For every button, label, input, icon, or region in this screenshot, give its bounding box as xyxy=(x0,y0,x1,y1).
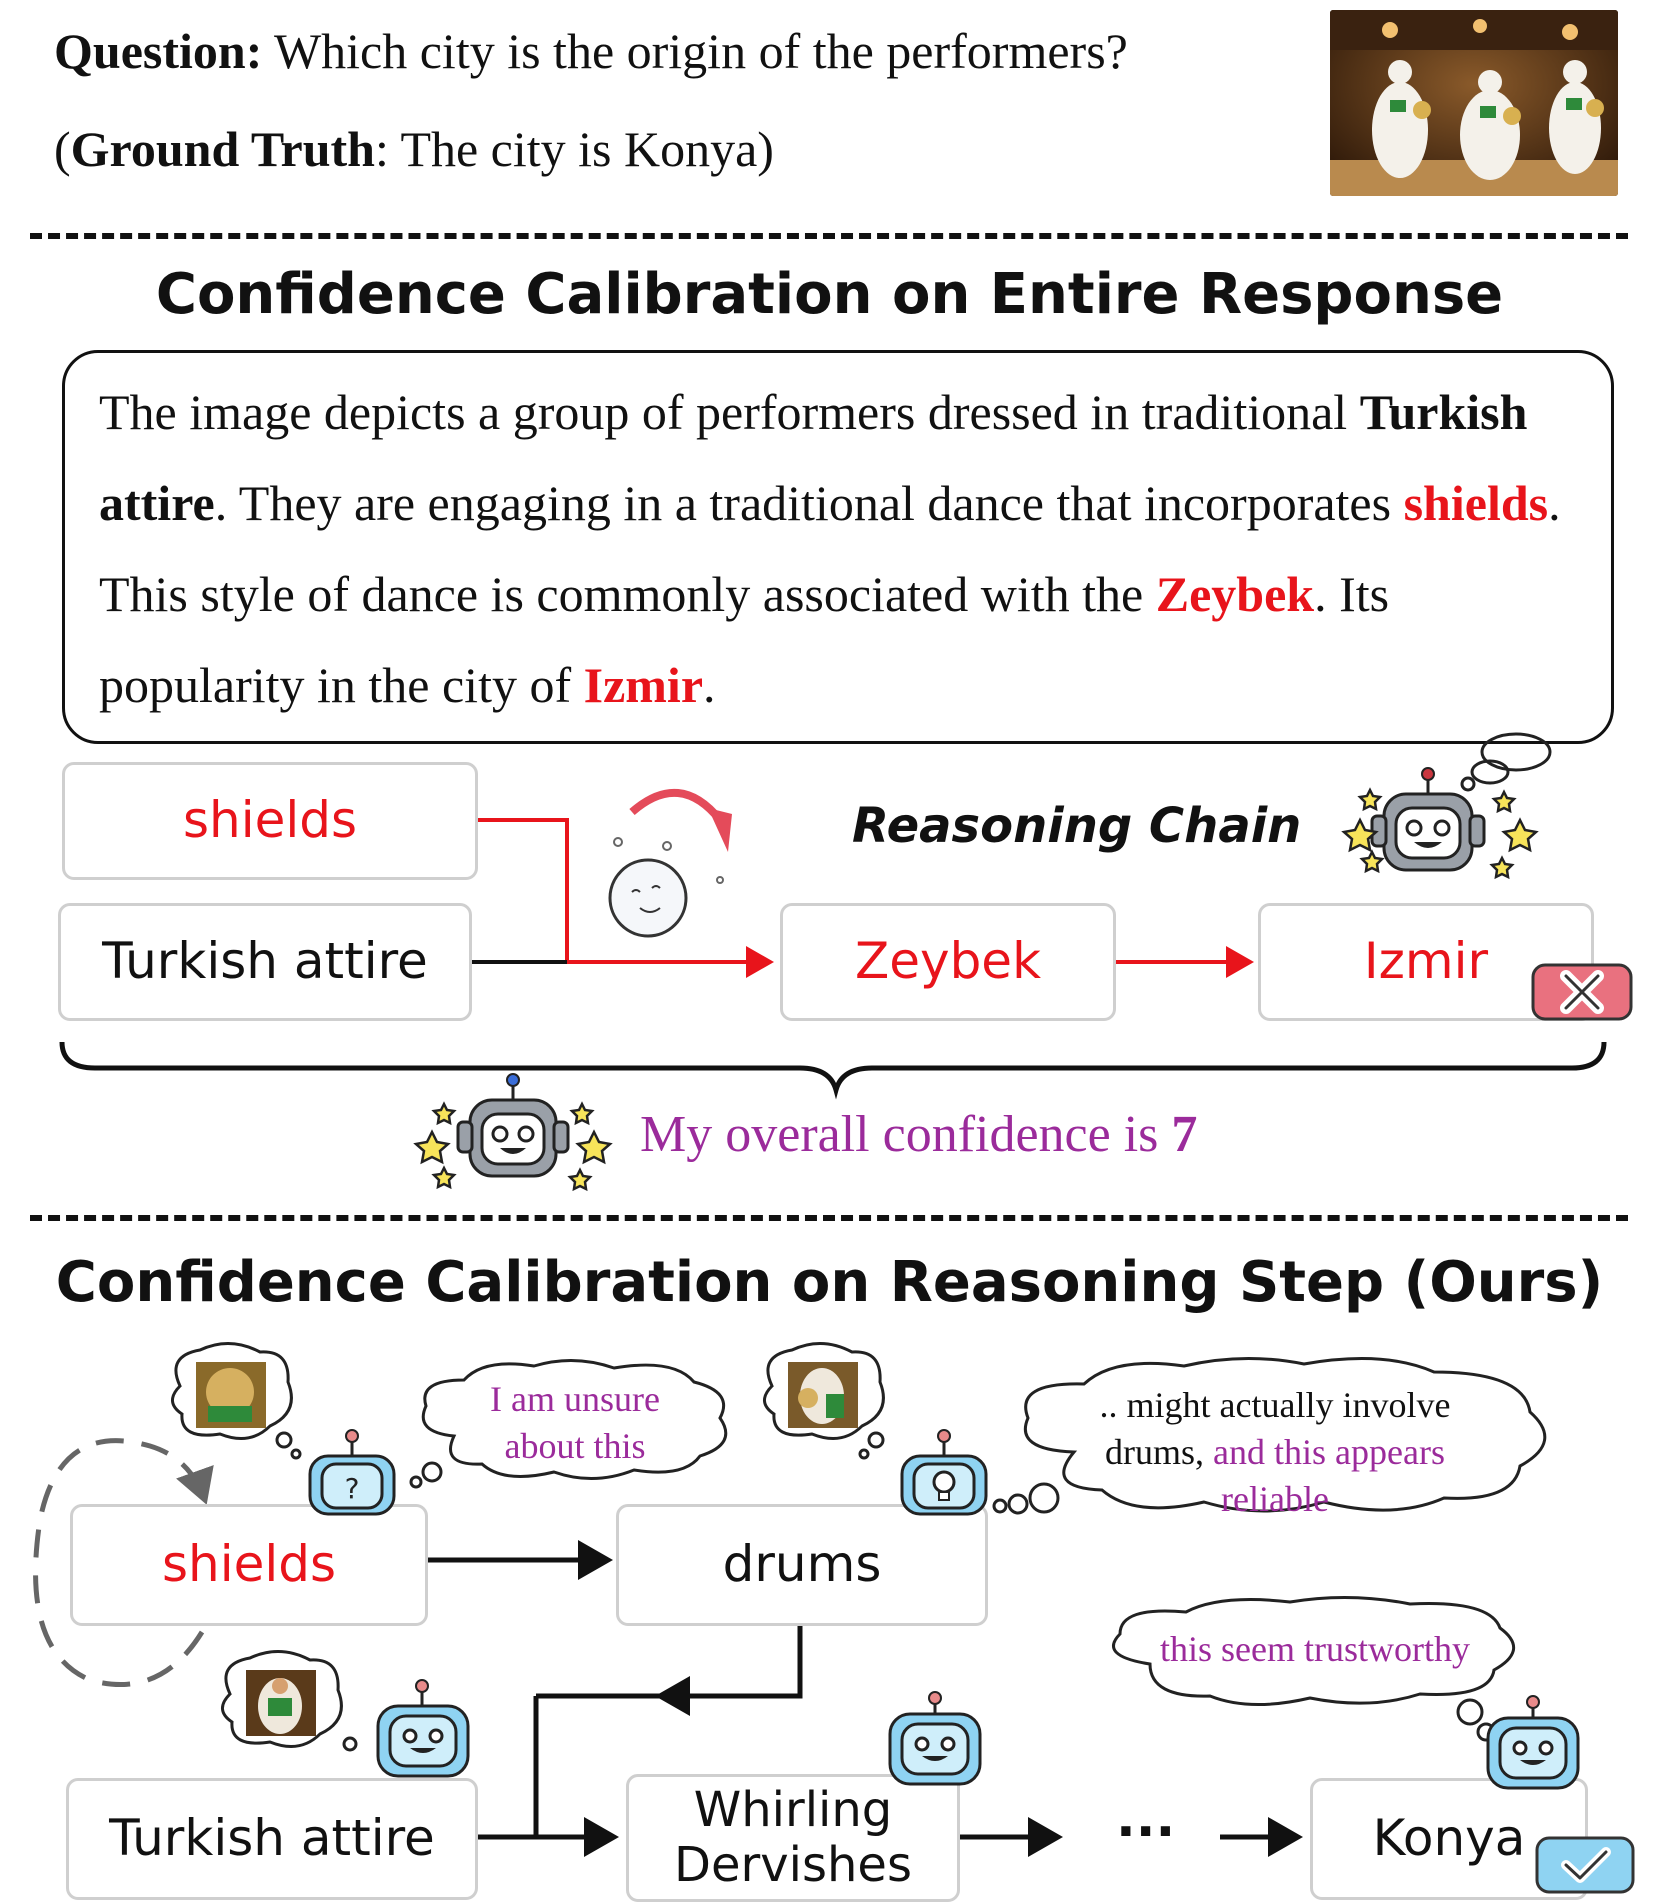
step-node-konya: Konya xyxy=(1310,1778,1588,1900)
check-mark-icon xyxy=(1534,1834,1636,1896)
robot-icon xyxy=(210,1644,480,1824)
response-zeybek: Zeybek xyxy=(1155,566,1315,622)
question-text: Which city is the origin of the performers? xyxy=(262,23,1128,79)
step-node-turkish-attire: Turkish attire xyxy=(66,1778,478,1900)
node-shields: shields xyxy=(62,762,478,880)
question-label: Question: xyxy=(54,23,263,79)
node-turkish-attire: Turkish attire xyxy=(58,903,472,1021)
section2-title: Confidence Calibration on Reasoning Step (Ours) xyxy=(55,1250,1604,1315)
thought-unsure: I am unsure about this xyxy=(490,1379,660,1466)
node-izmir: Izmir xyxy=(1258,903,1594,1021)
step-node-shields: shields xyxy=(70,1504,428,1626)
node-zeybek: Zeybek xyxy=(780,903,1116,1021)
robot-icon xyxy=(880,1690,990,1790)
robot-icon xyxy=(160,1336,410,1516)
gt-open: ( xyxy=(54,121,71,177)
step-node-whirling-dervishes: Whirling Dervishes xyxy=(626,1774,960,1902)
arrow-drums-down xyxy=(660,1625,800,1696)
overall-confidence-value: 7 xyxy=(1171,1106,1198,1163)
svg-text:?: ? xyxy=(344,1472,360,1505)
section1-title: Confidence Calibration on Entire Response xyxy=(155,262,1504,327)
ground-truth-label: Ground Truth xyxy=(70,121,375,177)
response-turkish-attire: Turkish attire xyxy=(99,384,1528,531)
robot-icon xyxy=(1478,1694,1588,1794)
thought-drums: .. might actually involve drums, and this appears reliable xyxy=(1099,1385,1451,1519)
thought-trustworthy: this seem trustworthy xyxy=(1160,1629,1470,1669)
reasoning-chain-label: Reasoning Chain xyxy=(852,798,1302,854)
response-shields: shields xyxy=(1403,475,1549,531)
step-node-drums: drums xyxy=(616,1504,988,1626)
ellipsis: ··· xyxy=(1116,1802,1176,1862)
ground-truth-text: : The city is Konya) xyxy=(374,121,774,177)
overall-confidence-text: My overall confidence is 7 xyxy=(640,1106,1198,1163)
model-response-text: The image depicts a group of performers dressed in traditional Turkish attire. They are engaging in a traditional dance that incorporates shields. This style of dance is commonly associated with the Zeybek. Its popularity in the city of Izmir. xyxy=(99,384,1561,713)
thought-cloud-icon xyxy=(1090,1594,1530,1754)
robot-icon xyxy=(752,1336,1002,1516)
response-izmir: Izmir xyxy=(583,657,704,713)
